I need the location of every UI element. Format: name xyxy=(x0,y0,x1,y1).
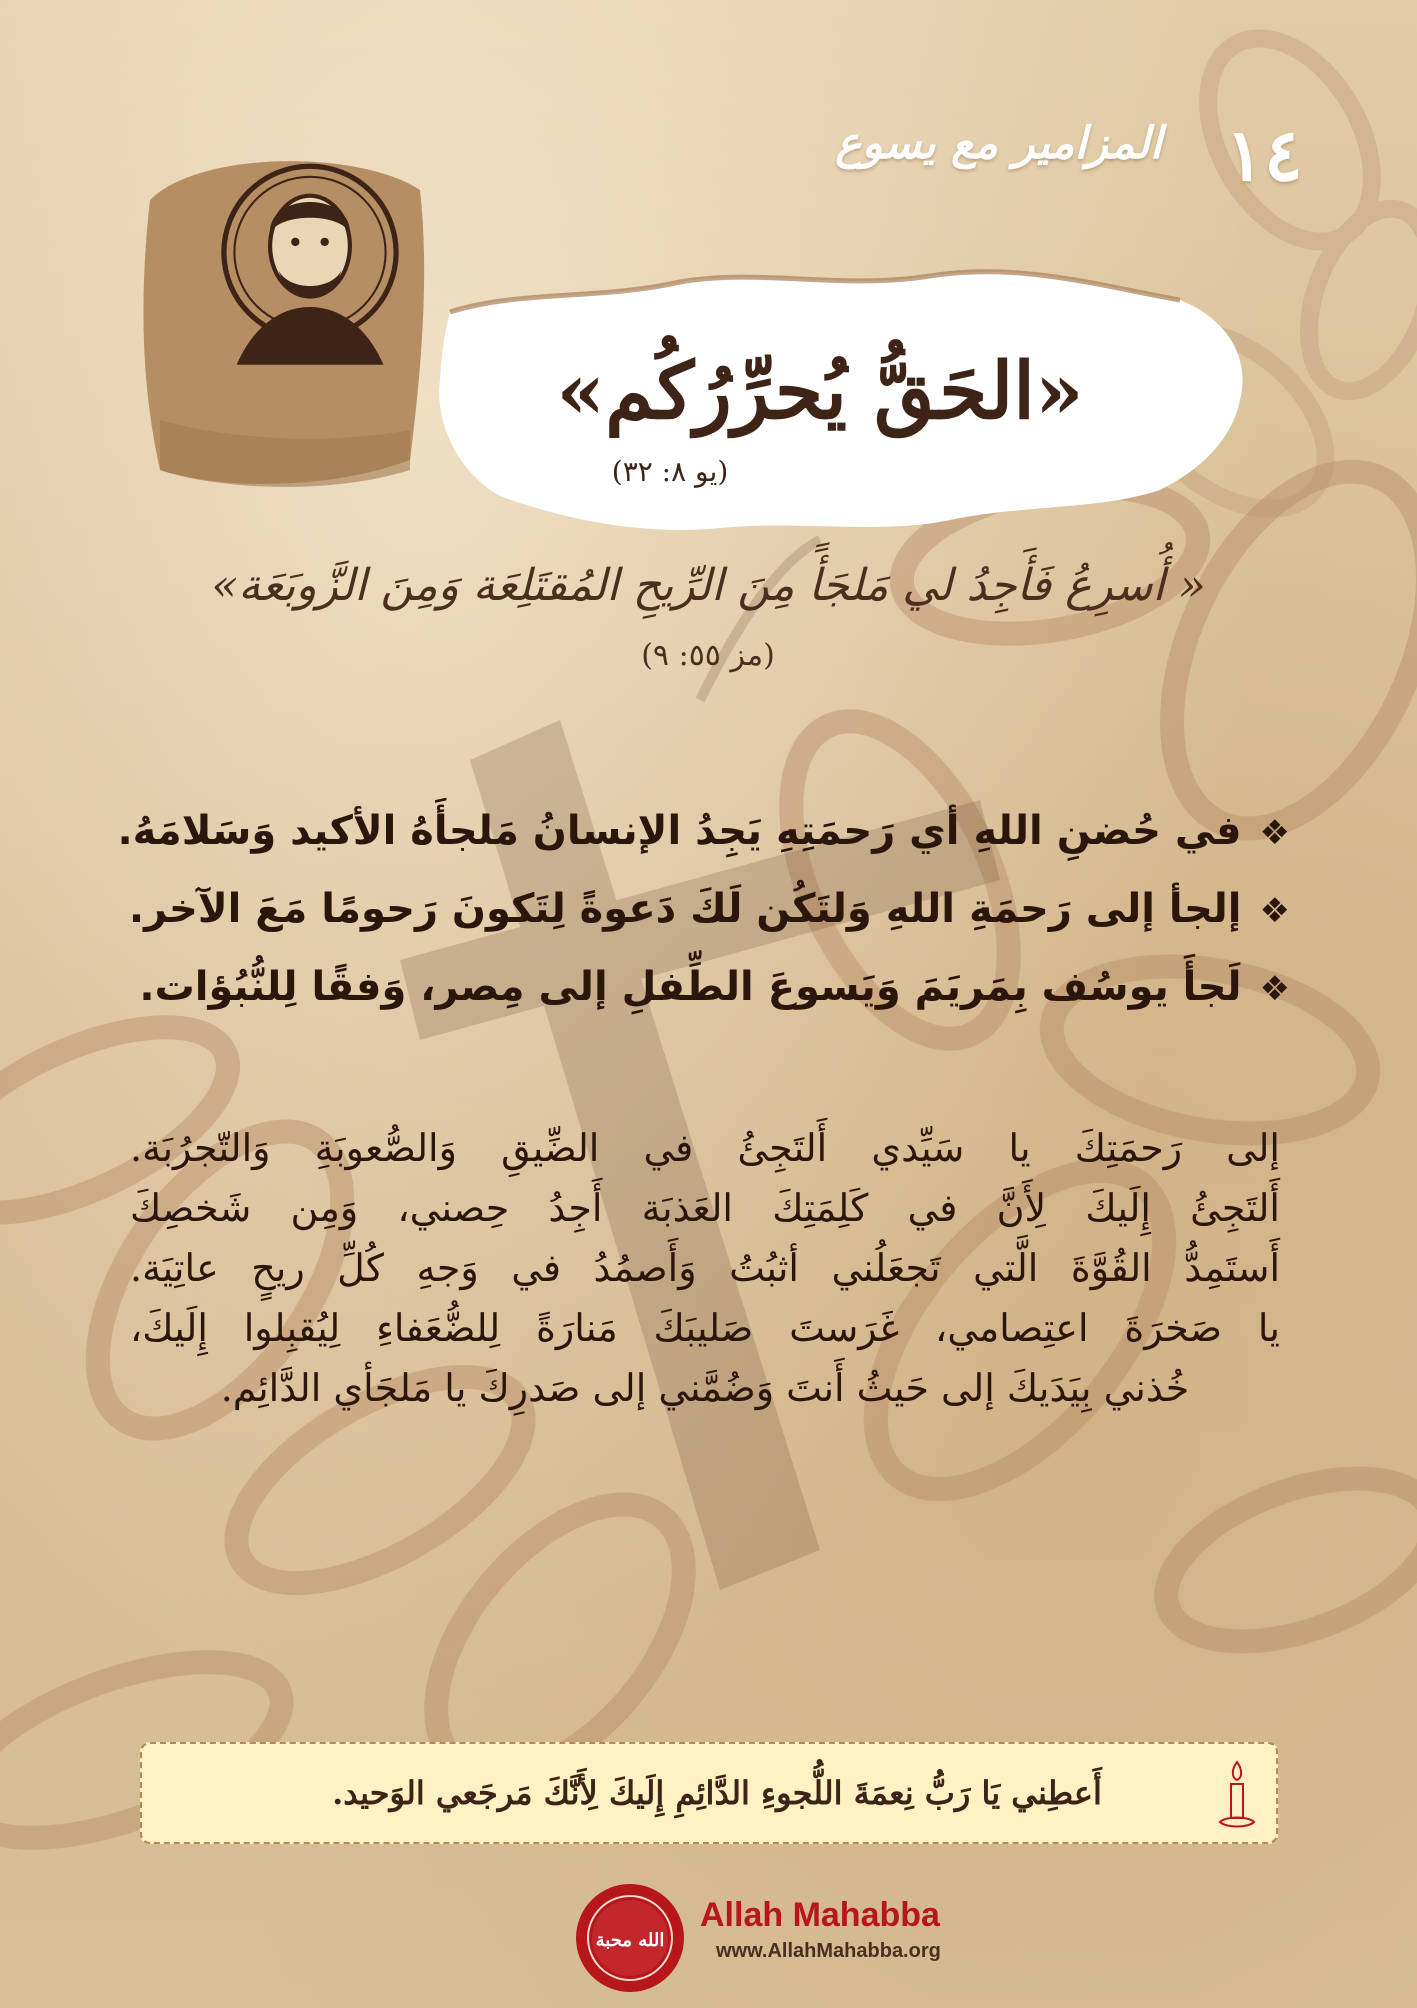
prayer-line: إلى رَحمَتِكَ يا سَيِّدي أَلتَجِئُ في الضِّيقِ وَالصُّعوبَةِ وَالتّجرُبَة. xyxy=(130,1126,1280,1170)
prayer-line: يا صَخرَةَ اعتِصامي، غَرَستَ صَليبَكَ مَنارَةً لِلضُّعَفاءِ لِيُقبِلوا إِلَيكَ، xyxy=(130,1306,1280,1350)
bullet-text: في حُضنِ اللهِ أي رَحمَتِهِ يَجِدُ الإنسانُ مَلجأَهُ الأكيد وَسَلامَهُ. xyxy=(117,808,1242,854)
series-number: ١٤ xyxy=(1225,112,1303,197)
prayer-line: خُذني بِيَدَيكَ إلى حَيثُ أَنتَ وَضُمَّني إلى صَدرِكَ يا مَلجَأي الدَّائِم. xyxy=(220,1366,1190,1410)
logo-seal xyxy=(574,1882,686,1994)
brand-url[interactable]: www.AllahMahabba.org xyxy=(716,1940,941,1962)
bullet-text: إلجأ إلى رَحمَةِ اللهِ وَلتَكُن لَكَ دَعوةً لِتَكونَ رَحومًا مَعَ الآخر. xyxy=(128,886,1242,932)
diamond-bullet-icon: ❖ xyxy=(1259,813,1290,853)
diamond-bullet-icon: ❖ xyxy=(1259,969,1290,1009)
prayer-paragraph xyxy=(130,1118,1280,1418)
list-item xyxy=(120,870,1290,948)
title-reference: (يو ٨: ٣٢) xyxy=(611,455,729,488)
prayer-line: أَستَمِدُّ القُوَّةَ الَّتي تَجعَلُني أثبُتُ وَأَصمُدُ في وَجهِ كُلِّ ريحٍ عاتِيَة. xyxy=(130,1246,1280,1290)
list-item xyxy=(120,948,1290,1026)
cross-decoration xyxy=(400,540,1000,1590)
diamond-bullet-icon: ❖ xyxy=(1259,891,1290,931)
closing-prayer-text: أَعطِني يَا رَبُّ نِعمَةَ اللُّجوءِ الدَّائِمِ إِلَيكَ لِأَنَّكَ مَرجَعي الوَحيد. xyxy=(332,1774,1102,1812)
prayer-line: أَلتَجِئُ إِلَيكَ لِأَنَّ في كَلِمَتِكَ العَذبَة أَجِدُ حِصني، وَمِن شَخصِكَ xyxy=(130,1186,1280,1230)
main-title: «الحَقُّ يُحرِّرُكُم» xyxy=(556,346,1084,437)
christ-icon xyxy=(205,160,415,370)
brand-name: Allah Mahabba xyxy=(700,1896,940,1934)
series-title: المزامير مع يسوع xyxy=(835,118,1162,169)
list-item xyxy=(117,792,1290,870)
psalm-verse: « أُسرِعُ فَأَجِدُ لي مَلجَأً مِنَ الرِّيحِ المُقتَلِعَة وَمِنَ الزَّوبَعَة» xyxy=(211,560,1206,611)
closing-prayer-box xyxy=(140,1742,1278,1844)
psalm-reference: (مز ٥٥: ٩) xyxy=(641,638,775,673)
bullet-list xyxy=(117,792,1290,1026)
logo-seal-text: الله محبة xyxy=(595,1930,665,1951)
chain-decoration-right xyxy=(747,431,1417,1673)
bullet-text: لَجأَ يوسُف بِمَريَمَ وَيَسوعَ الطِّفلِ إلى مِصر، وَفقًا لِلنُّبُؤات. xyxy=(139,964,1242,1010)
candle-icon xyxy=(1216,1758,1258,1830)
